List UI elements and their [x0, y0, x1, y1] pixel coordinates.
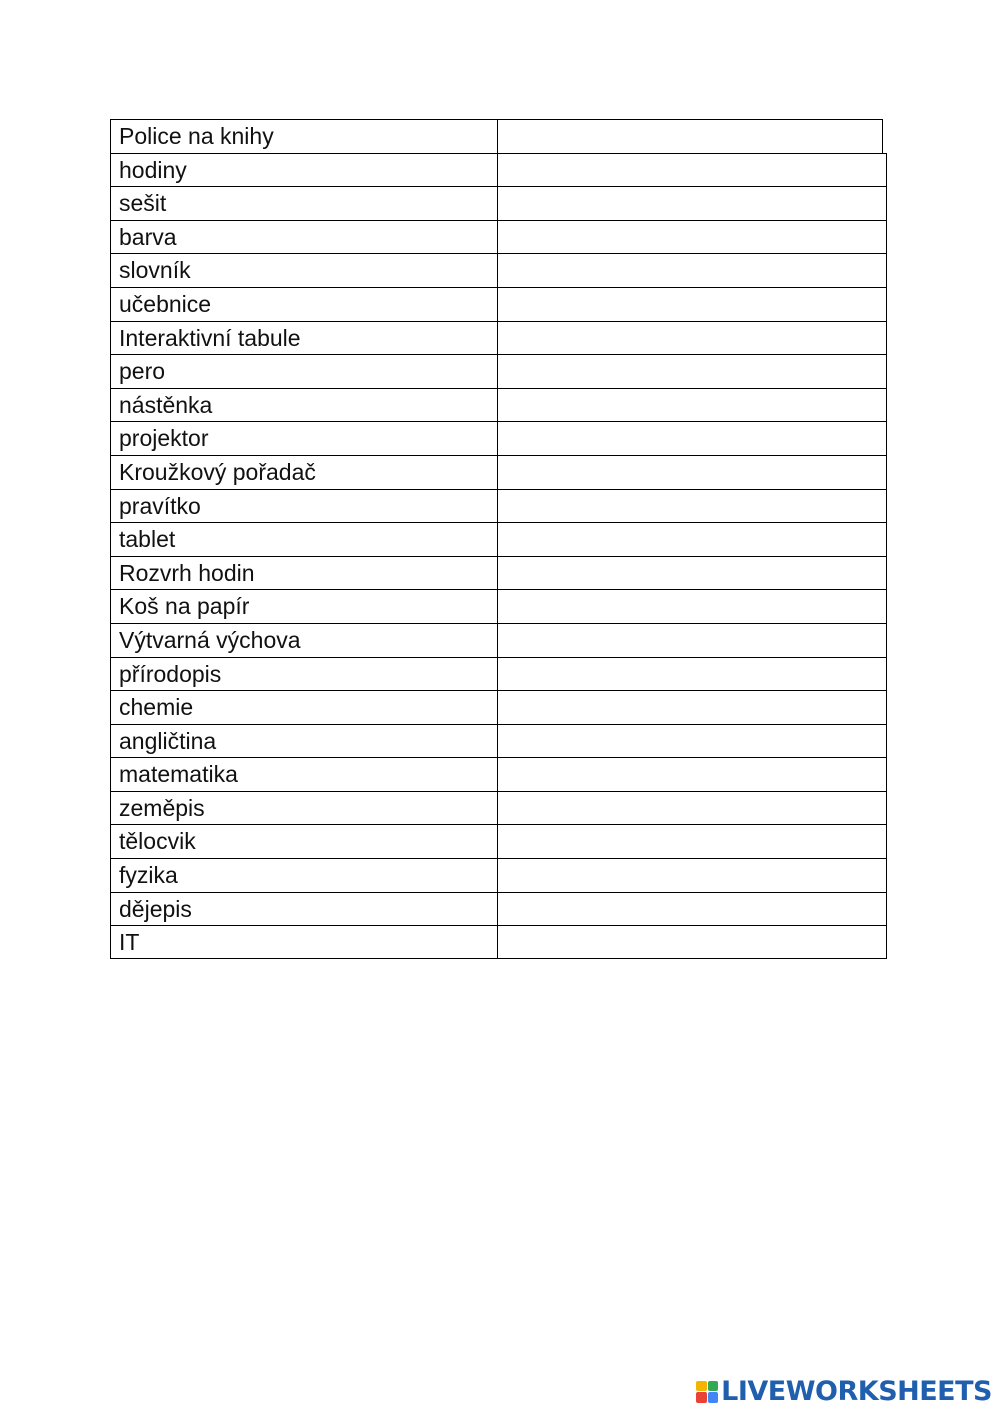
table-row [110, 925, 887, 959]
answer-input[interactable] [497, 119, 883, 153]
table-row [110, 354, 887, 388]
word-cell: Výtvarná výchova [110, 623, 497, 657]
answer-input[interactable] [497, 791, 887, 825]
answer-input[interactable] [497, 657, 887, 691]
answer-input[interactable] [497, 354, 887, 388]
table-row [110, 824, 887, 858]
answer-input[interactable] [497, 757, 887, 791]
word-cell: sešit [110, 186, 497, 220]
table-row [110, 589, 887, 623]
table-row [110, 791, 887, 825]
table-row [110, 388, 887, 422]
answer-input[interactable] [497, 153, 887, 187]
answer-input[interactable] [497, 489, 887, 523]
word-cell: Police na knihy [110, 119, 497, 153]
table-row [110, 657, 887, 691]
table-row [110, 455, 887, 489]
answer-input[interactable] [497, 455, 887, 489]
vocabulary-table [110, 119, 887, 959]
word-cell: tablet [110, 522, 497, 556]
word-cell: Kroužkový pořadač [110, 455, 497, 489]
table-row [110, 623, 887, 657]
word-cell: Rozvrh hodin [110, 556, 497, 590]
liveworksheets-brand [696, 1376, 992, 1407]
word-cell: nástěnka [110, 388, 497, 422]
word-cell: tělocvik [110, 824, 497, 858]
answer-input[interactable] [497, 589, 887, 623]
word-cell: pravítko [110, 489, 497, 523]
table-row [110, 757, 887, 791]
word-cell: učebnice [110, 287, 497, 321]
word-cell: hodiny [110, 153, 497, 187]
word-cell: Koš na papír [110, 589, 497, 623]
answer-input[interactable] [497, 623, 887, 657]
word-cell: IT [110, 925, 497, 958]
answer-input[interactable] [497, 925, 887, 958]
word-cell: pero [110, 354, 497, 388]
table-row [110, 690, 887, 724]
table-row [110, 892, 887, 926]
table-row [110, 421, 887, 455]
word-cell: přírodopis [110, 657, 497, 691]
liveworksheets-logo-icon [696, 1381, 718, 1403]
table-row [110, 858, 887, 892]
table-row [110, 119, 887, 153]
logo-square-v [696, 1392, 707, 1403]
word-cell: dějepis [110, 892, 497, 926]
answer-input[interactable] [497, 287, 887, 321]
word-cell: fyzika [110, 858, 497, 892]
answer-input[interactable] [497, 186, 887, 220]
answer-input[interactable] [497, 388, 887, 422]
word-cell: angličtina [110, 724, 497, 758]
table-row [110, 522, 887, 556]
table-row [110, 489, 887, 523]
brand-name: LIVEWORKSHEETS [721, 1376, 992, 1407]
answer-input[interactable] [497, 724, 887, 758]
table-row [110, 220, 887, 254]
answer-input[interactable] [497, 220, 887, 254]
table-row [110, 153, 887, 187]
answer-input[interactable] [497, 421, 887, 455]
table-row [110, 321, 887, 355]
answer-input[interactable] [497, 556, 887, 590]
logo-square-l [696, 1381, 707, 1392]
word-cell: slovník [110, 253, 497, 287]
word-cell: Interaktivní tabule [110, 321, 497, 355]
answer-input[interactable] [497, 253, 887, 287]
table-row [110, 186, 887, 220]
table-row [110, 253, 887, 287]
word-cell: barva [110, 220, 497, 254]
logo-square-e [708, 1392, 719, 1403]
table-row [110, 556, 887, 590]
answer-input[interactable] [497, 522, 887, 556]
word-cell: chemie [110, 690, 497, 724]
answer-input[interactable] [497, 690, 887, 724]
word-cell: projektor [110, 421, 497, 455]
logo-square-i [708, 1381, 719, 1392]
answer-input[interactable] [497, 824, 887, 858]
answer-input[interactable] [497, 892, 887, 926]
table-row [110, 287, 887, 321]
table-row [110, 724, 887, 758]
answer-input[interactable] [497, 858, 887, 892]
answer-input[interactable] [497, 321, 887, 355]
word-cell: matematika [110, 757, 497, 791]
word-cell: zeměpis [110, 791, 497, 825]
